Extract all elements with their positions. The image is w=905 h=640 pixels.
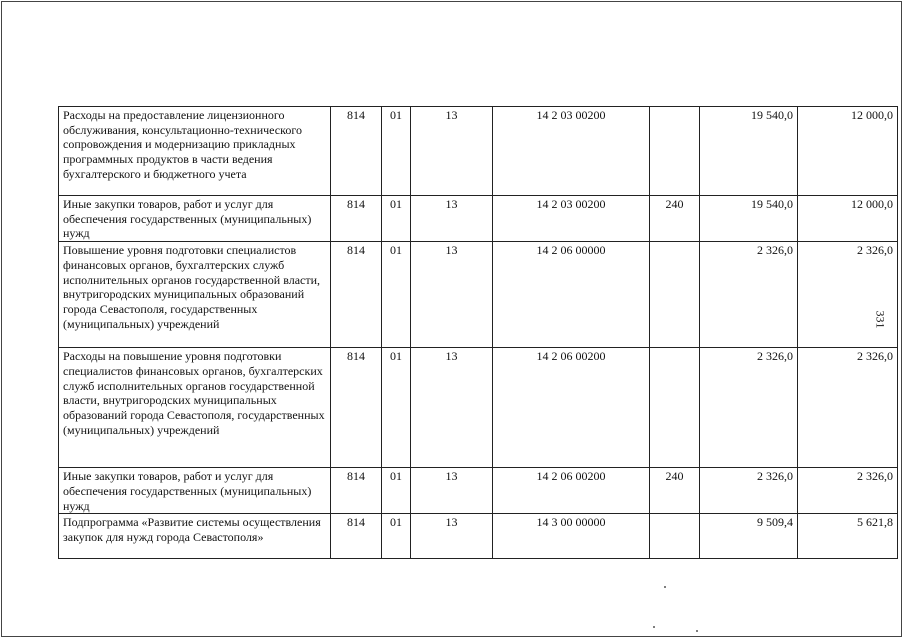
expense-name-cell: Расходы на предоставление лицензионного обслуживания, консультационно-технического сопровождения и модернизацию прикладных программных продуктов в части ведения бухгалтерского и бюджетного учета <box>59 107 331 196</box>
sum-year1-cell: 19 540,0 <box>700 107 798 196</box>
sum-year1-cell: 2 326,0 <box>700 348 798 468</box>
table-row <box>59 468 898 514</box>
budget-table-body <box>59 107 898 559</box>
vr-cell <box>650 348 700 468</box>
csr-cell: 14 2 03 00200 <box>493 107 650 196</box>
rz-cell: 01 <box>382 514 411 559</box>
pr-cell: 13 <box>411 196 493 242</box>
sum-year2-cell: 5 621,8 <box>798 514 898 559</box>
expense-name-cell: Иные закупки товаров, работ и услуг для обеспечения государственных (муниципальных) нужд <box>59 468 331 514</box>
scan-speck <box>653 626 655 628</box>
gr-cell: 814 <box>331 514 382 559</box>
vr-cell <box>650 514 700 559</box>
rz-cell: 01 <box>382 196 411 242</box>
sum-year2-cell: 12 000,0 <box>798 196 898 242</box>
csr-cell: 14 3 00 00000 <box>493 514 650 559</box>
sum-year2-cell: 2 326,0 <box>798 468 898 514</box>
sum-year1-cell: 9 509,4 <box>700 514 798 559</box>
table-row <box>59 514 898 559</box>
sum-year2-cell: 2 326,0 <box>798 242 898 348</box>
table-row <box>59 242 898 348</box>
gr-cell: 814 <box>331 107 382 196</box>
sum-year1-cell: 19 540,0 <box>700 196 798 242</box>
sum-year2-cell: 12 000,0 <box>798 107 898 196</box>
rz-cell: 01 <box>382 348 411 468</box>
rz-cell: 01 <box>382 242 411 348</box>
pr-cell: 13 <box>411 242 493 348</box>
pr-cell: 13 <box>411 107 493 196</box>
sum-year2-cell: 2 326,0 <box>798 348 898 468</box>
expense-name-cell: Повышение уровня подготовки специалистов финансовых органов, бухгалтерских служб исполнительных органов государственной власти, внутригородских муниципальных образований города Севастополя, государственных (муниципальных) учреждений <box>59 242 331 348</box>
rz-cell: 01 <box>382 468 411 514</box>
csr-cell: 14 2 03 00200 <box>493 196 650 242</box>
gr-cell: 814 <box>331 348 382 468</box>
sum-year1-cell: 2 326,0 <box>700 468 798 514</box>
vr-cell <box>650 107 700 196</box>
scan-speck <box>696 630 698 632</box>
pr-cell: 13 <box>411 514 493 559</box>
vr-cell: 240 <box>650 196 700 242</box>
expense-name-cell: Расходы на повышение уровня подготовки специалистов финансовых органов, бухгалтерских служб исполнительных органов государственной власти, внутригородских муниципальных образований города Севастополя, государственных (муниципальных) учреждений <box>59 348 331 468</box>
rz-cell: 01 <box>382 107 411 196</box>
scan-speck <box>664 586 666 588</box>
vr-cell: 240 <box>650 468 700 514</box>
gr-cell: 814 <box>331 196 382 242</box>
vr-cell <box>650 242 700 348</box>
gr-cell: 814 <box>331 242 382 348</box>
csr-cell: 14 2 06 00000 <box>493 242 650 348</box>
table-row <box>59 196 898 242</box>
table-row <box>59 107 898 196</box>
table-row <box>59 348 898 468</box>
expense-name-cell: Подпрограмма «Развитие системы осуществления закупок для нужд города Севастополя» <box>59 514 331 559</box>
gr-cell: 814 <box>331 468 382 514</box>
pr-cell: 13 <box>411 468 493 514</box>
csr-cell: 14 2 06 00200 <box>493 348 650 468</box>
sum-year1-cell: 2 326,0 <box>700 242 798 348</box>
page-number: 331 <box>873 310 888 329</box>
budget-table <box>58 106 898 559</box>
csr-cell: 14 2 06 00200 <box>493 468 650 514</box>
pr-cell: 13 <box>411 348 493 468</box>
expense-name-cell: Иные закупки товаров, работ и услуг для обеспечения государственных (муниципальных) нужд <box>59 196 331 242</box>
